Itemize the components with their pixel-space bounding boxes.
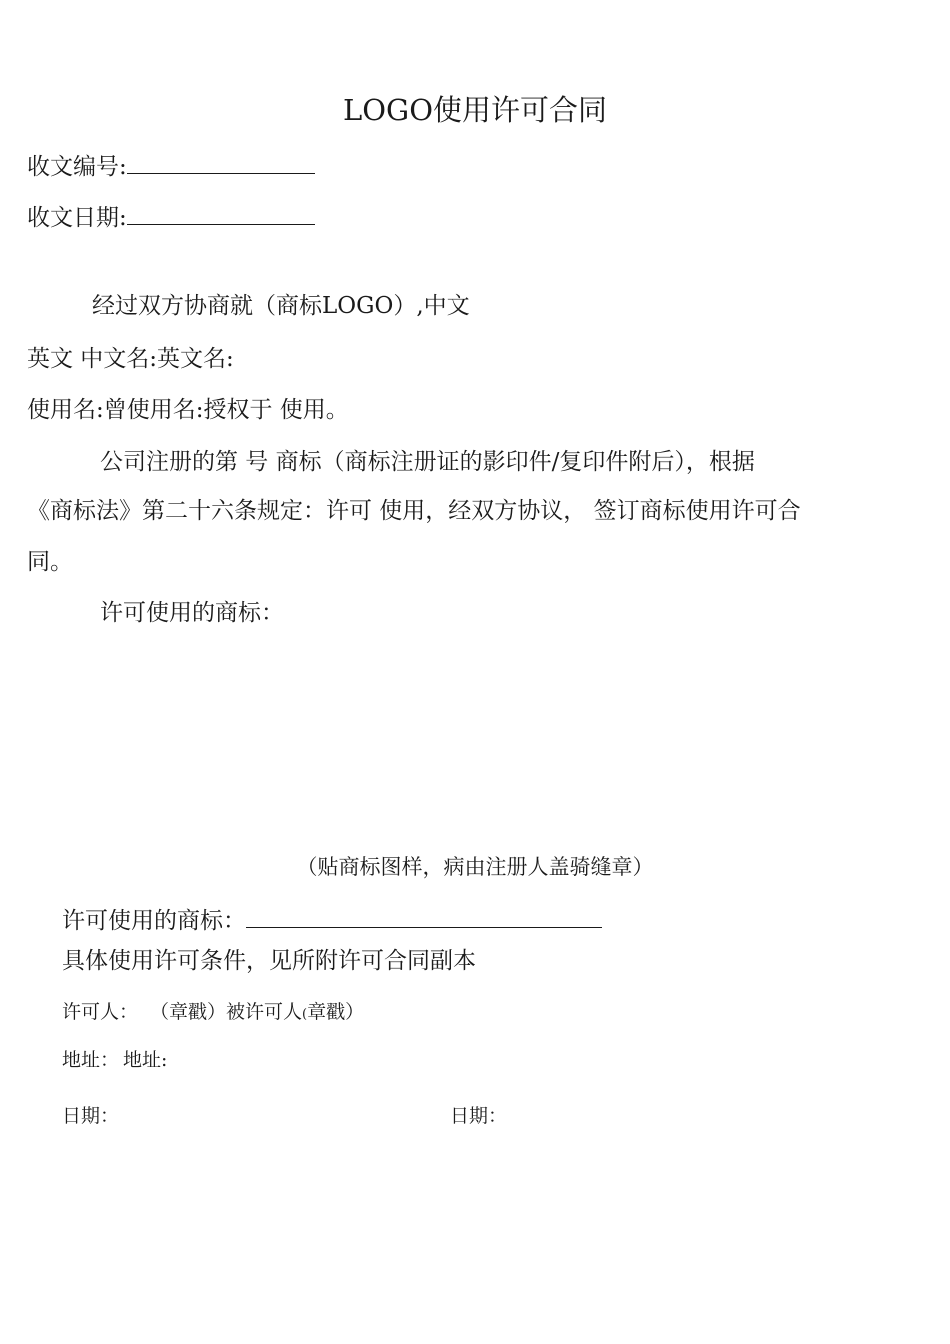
licensor-seal: （章戳） <box>150 1001 227 1023</box>
licensor-label: 许可人： <box>62 1001 139 1023</box>
signature-row <box>62 1003 364 1022</box>
address-row <box>62 1051 167 1070</box>
licensed-marks-heading: 许可使用的商标： <box>100 600 284 626</box>
address-label-licensee: 地址: <box>123 1049 168 1071</box>
receipt-number-label: 收文编号: <box>27 154 127 180</box>
paragraph-2-line-3: 同。 <box>27 549 73 575</box>
date-label-licensee: 日期： <box>450 1105 508 1127</box>
paragraph-1-line-3: 使用名:曾使用名:授权于 使用。 <box>27 397 349 423</box>
licensed-marks-field-row <box>62 905 602 933</box>
receipt-number-blank[interactable] <box>127 151 315 174</box>
stamp-note: （贴商标图样，病由注册人盖骑缝章） <box>296 855 654 879</box>
paragraph-1-line-2: 英文 中文名:英文名: <box>27 346 234 372</box>
receipt-date-row <box>27 202 315 230</box>
receipt-date-blank[interactable] <box>127 202 315 225</box>
licensee-label: 被许可人 <box>226 1001 303 1023</box>
receipt-number-row <box>27 151 315 179</box>
paragraph-2-line-2: 《商标法》第二十六条规定：许可 使用，经双方协议， 签订商标使用许可合 <box>27 498 801 524</box>
receipt-date-label: 收文日期: <box>27 205 127 231</box>
address-label-licensor: 地址： <box>62 1049 120 1071</box>
paragraph-1-line-1: 经过双方协商就（商标LOGO）,中文 <box>92 293 470 319</box>
document-title: LOGO使用许可合同 <box>343 93 607 127</box>
date-label-licensor: 日期： <box>62 1105 120 1127</box>
licensed-marks-blank[interactable] <box>246 905 602 928</box>
conditions-note: 具体使用许可条件，见所附许可合同副本 <box>62 948 476 974</box>
licensee-seal: 章戳） <box>307 1001 365 1023</box>
licensed-marks-field-label: 许可使用的商标： <box>62 908 246 934</box>
paragraph-2-line-1: 公司注册的第 号 商标（商标注册证的影印件/复印件附后），根据 <box>100 449 755 475</box>
licensee-seal-open: ( <box>302 1007 308 1022</box>
